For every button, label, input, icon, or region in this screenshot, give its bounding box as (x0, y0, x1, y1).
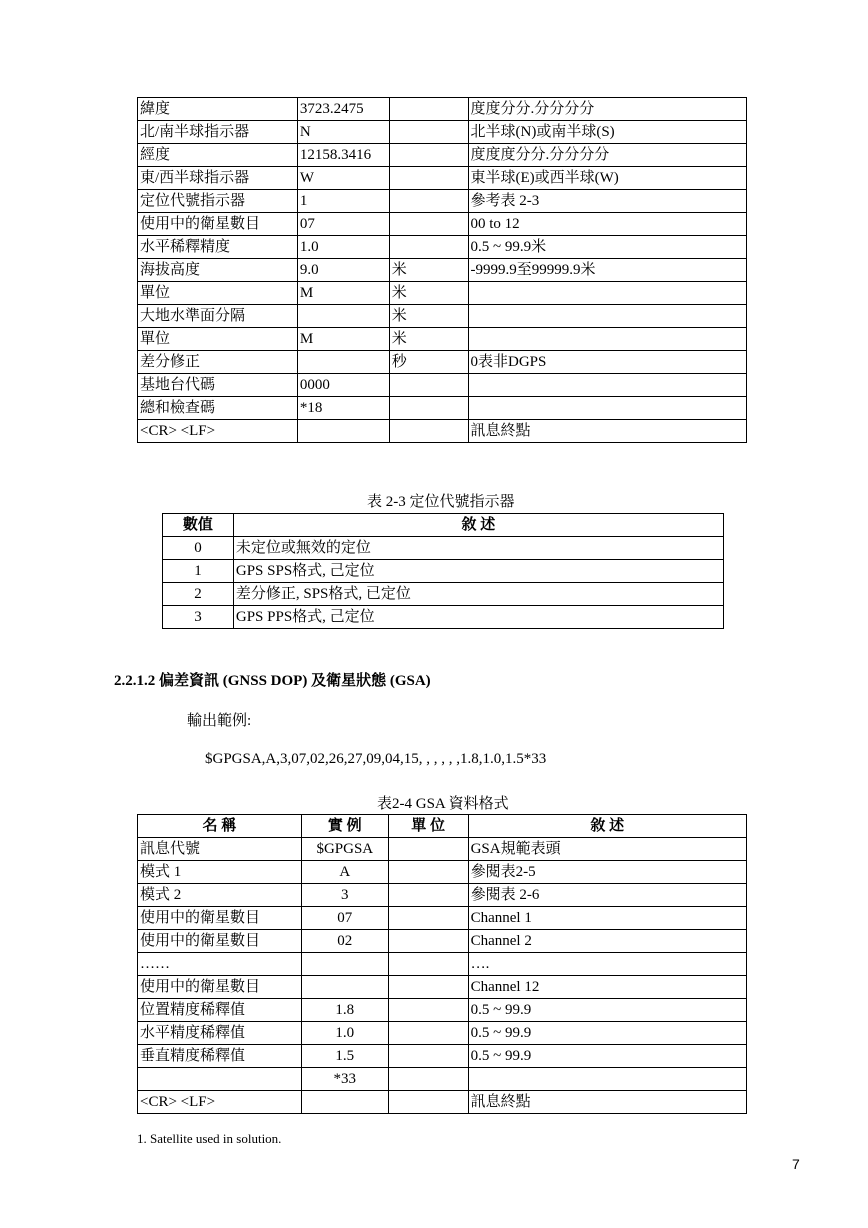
column-header-example: 實 例 (301, 815, 388, 838)
table-row (138, 1022, 747, 1045)
table-cell: 2 (163, 583, 234, 606)
table-row (138, 907, 747, 930)
table-cell: 差分修正 (138, 351, 298, 374)
table-cell (468, 328, 747, 351)
table-cell: <CR> <LF> (138, 1091, 302, 1114)
table-cell: …… (138, 953, 302, 976)
table-2-3-caption: 表 2-3 定位代號指示器 (367, 494, 515, 510)
table-cell: 02 (301, 930, 388, 953)
table-cell: 基地台代碼 (138, 374, 298, 397)
table-cell (301, 1091, 388, 1114)
table-cell: 0.5 ~ 99.9米 (468, 236, 747, 259)
page-number: 7 (792, 1156, 800, 1172)
fix-indicator-table (162, 513, 724, 629)
table-cell (468, 282, 747, 305)
table-cell: 差分修正, SPS格式, 已定位 (233, 583, 723, 606)
table-row (138, 259, 747, 282)
table-row (163, 606, 724, 629)
table-cell (388, 976, 468, 999)
table-cell: 07 (297, 213, 389, 236)
table-cell: 訊息代號 (138, 838, 302, 861)
table-cell: 3 (301, 884, 388, 907)
table-cell: 大地水準面分隔 (138, 305, 298, 328)
table-cell: Channel 12 (468, 976, 746, 999)
table-cell (297, 420, 389, 443)
table-cell: 0表非DGPS (468, 351, 747, 374)
table-cell: 1.0 (297, 236, 389, 259)
gsa-format-header-row (138, 815, 747, 838)
table-cell: 參閱表2-5 (468, 861, 746, 884)
table-cell: A (301, 861, 388, 884)
table-cell: 07 (301, 907, 388, 930)
table-cell (388, 861, 468, 884)
example-sentence: $GPGSA,A,3,07,02,26,27,09,04,15, , , , , ,1.8,1.0,1.5*33 (205, 751, 547, 767)
table-2-4-caption: 表2-4 GSA 資料格式 (377, 796, 509, 812)
table-cell (389, 236, 468, 259)
table-row (138, 305, 747, 328)
table-row (138, 953, 747, 976)
column-header-unit: 單 位 (388, 815, 468, 838)
table-row (138, 236, 747, 259)
table-row (138, 167, 747, 190)
table-cell: 00 to 12 (468, 213, 747, 236)
table-cell: 北/南半球指示器 (138, 121, 298, 144)
table-cell: 海拔高度 (138, 259, 298, 282)
table-row (138, 1045, 747, 1068)
table-cell (301, 976, 388, 999)
table-cell (301, 953, 388, 976)
table-cell: GPS SPS格式, 己定位 (233, 560, 723, 583)
gsa-format-table-body (138, 838, 747, 1114)
table-cell: 0.5 ~ 99.9 (468, 999, 746, 1022)
column-header-description: 敘 述 (233, 514, 723, 537)
table-cell: 3723.2475 (297, 98, 389, 121)
table-cell: 0 (163, 537, 234, 560)
table-cell: 使用中的衛星數目 (138, 976, 302, 999)
table-cell: 東半球(E)或西半球(W) (468, 167, 747, 190)
table-cell: 使用中的衛星數目 (138, 930, 302, 953)
table-cell: 使用中的衛星數目 (138, 907, 302, 930)
table-cell: 度度分分.分分分分 (468, 98, 747, 121)
table-cell: 參考表 2-3 (468, 190, 747, 213)
table-row (138, 282, 747, 305)
table-row (138, 121, 747, 144)
table-cell: 總和檢查碼 (138, 397, 298, 420)
gga-format-table (137, 97, 747, 443)
table-cell: 水平稀釋精度 (138, 236, 298, 259)
table-cell (388, 907, 468, 930)
table-row (138, 1091, 747, 1114)
table-cell: 使用中的衛星數目 (138, 213, 298, 236)
table-cell: 定位代號指示器 (138, 190, 298, 213)
table-row (138, 374, 747, 397)
table-row (138, 213, 747, 236)
table-cell (468, 1068, 746, 1091)
table-cell (388, 930, 468, 953)
table-cell: 位置精度稀釋值 (138, 999, 302, 1022)
table-cell: 1.8 (301, 999, 388, 1022)
table-row (138, 328, 747, 351)
table-row (163, 583, 724, 606)
table-cell (389, 144, 468, 167)
table-cell: M (297, 328, 389, 351)
table-cell: 東/西半球指示器 (138, 167, 298, 190)
table-cell: 單位 (138, 282, 298, 305)
table-cell: <CR> <LF> (138, 420, 298, 443)
table-row (138, 976, 747, 999)
table-cell: GSA規範表頭 (468, 838, 746, 861)
table-cell: W (297, 167, 389, 190)
table-cell (468, 374, 747, 397)
table-row (138, 397, 747, 420)
table-cell: 垂直精度稀釋值 (138, 1045, 302, 1068)
fix-indicator-header-row (163, 514, 724, 537)
table-row (138, 351, 747, 374)
table-cell: 秒 (389, 351, 468, 374)
table-cell: 0000 (297, 374, 389, 397)
table-cell: 緯度 (138, 98, 298, 121)
table-cell: 1.5 (301, 1045, 388, 1068)
table-cell: 1 (297, 190, 389, 213)
table-cell: Channel 1 (468, 907, 746, 930)
table-cell: N (297, 121, 389, 144)
table-cell (389, 121, 468, 144)
table-row (138, 98, 747, 121)
table-cell (388, 999, 468, 1022)
table-cell (389, 190, 468, 213)
table-cell: 訊息終點 (468, 420, 747, 443)
table-cell: M (297, 282, 389, 305)
table-cell: 1 (163, 560, 234, 583)
table-cell: 經度 (138, 144, 298, 167)
table-cell: …. (468, 953, 746, 976)
table-cell (388, 1045, 468, 1068)
table-cell: 度度度分分.分分分分 (468, 144, 747, 167)
gsa-format-table (137, 814, 747, 1114)
fix-indicator-table-body (163, 537, 724, 629)
table-row (138, 861, 747, 884)
table-cell: 模式 2 (138, 884, 302, 907)
table-row (138, 190, 747, 213)
table-cell: 參閱表 2-6 (468, 884, 746, 907)
table-cell (297, 351, 389, 374)
table-cell: *33 (301, 1068, 388, 1091)
table-cell: GPS PPS格式, 己定位 (233, 606, 723, 629)
table-cell: -9999.9至99999.9米 (468, 259, 747, 282)
table-cell: 0.5 ~ 99.9 (468, 1045, 746, 1068)
column-header-description: 敘 述 (468, 815, 746, 838)
example-label: 輸出範例: (187, 713, 252, 729)
table-cell: 0.5 ~ 99.9 (468, 1022, 746, 1045)
table-cell (138, 1068, 302, 1091)
table-cell: 訊息終點 (468, 1091, 746, 1114)
table-cell: 未定位或無效的定位 (233, 537, 723, 560)
table-cell: 1.0 (301, 1022, 388, 1045)
table-cell: 單位 (138, 328, 298, 351)
table-cell (388, 1068, 468, 1091)
table-cell (297, 305, 389, 328)
table-cell (388, 953, 468, 976)
table-cell: 米 (389, 305, 468, 328)
table-cell (468, 397, 747, 420)
table-cell: 模式 1 (138, 861, 302, 884)
table-cell: 北半球(N)或南半球(S) (468, 121, 747, 144)
table-row (163, 560, 724, 583)
table-cell: $GPGSA (301, 838, 388, 861)
table-cell: 米 (389, 282, 468, 305)
table-row (138, 884, 747, 907)
table-cell: 米 (389, 328, 468, 351)
table-row (138, 838, 747, 861)
footnote: 1. Satellite used in solution. (137, 1131, 282, 1146)
table-cell (388, 1022, 468, 1045)
table-row (163, 537, 724, 560)
table-row (138, 144, 747, 167)
table-cell: 水平精度稀釋值 (138, 1022, 302, 1045)
column-header-name: 名 稱 (138, 815, 302, 838)
table-row (138, 420, 747, 443)
table-cell (388, 884, 468, 907)
table-cell: 12158.3416 (297, 144, 389, 167)
table-cell: *18 (297, 397, 389, 420)
table-row (138, 1068, 747, 1091)
table-cell (389, 167, 468, 190)
table-cell (389, 420, 468, 443)
table-cell: Channel 2 (468, 930, 746, 953)
table-row (138, 930, 747, 953)
table-cell: 米 (389, 259, 468, 282)
table-row (138, 999, 747, 1022)
table-cell (389, 374, 468, 397)
column-header-value: 數值 (163, 514, 234, 537)
table-cell: 3 (163, 606, 234, 629)
table-cell (468, 305, 747, 328)
section-heading: 2.2.1.2 偏差資訊 (GNSS DOP) 及衛星狀態 (GSA) (114, 673, 431, 689)
table-cell (388, 1091, 468, 1114)
table-cell (388, 838, 468, 861)
table-cell: 9.0 (297, 259, 389, 282)
table-cell (389, 397, 468, 420)
table-cell (389, 98, 468, 121)
gga-format-table-body (138, 98, 747, 443)
table-cell (389, 213, 468, 236)
